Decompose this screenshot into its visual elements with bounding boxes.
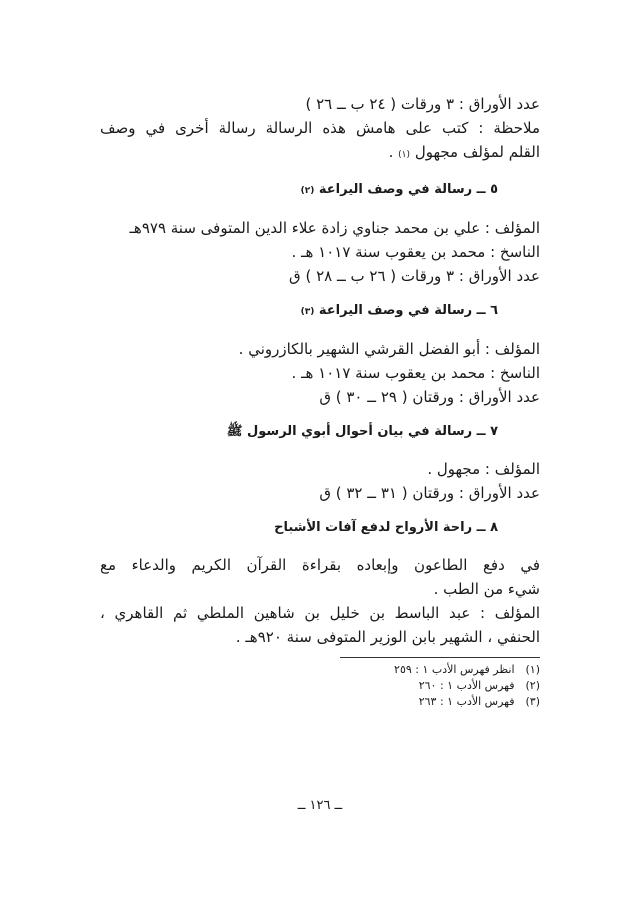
prev-note-line-1: ملاحظة : كتب على هامش هذه الرسالة رسالة أخرى في وصف (100, 119, 540, 137)
entry8-desc-1: في دفع الطاعون وإبعاده بقراءة القرآن الكريم والدعاء مع (100, 556, 540, 574)
footnote-text: انظر فهرس الأدب ١ : ٢٥٩ (394, 663, 515, 676)
entry6-copyist: الناسخ : محمد بن يعقوب سنة ١٠١٧ هـ . (291, 364, 540, 382)
footnote-ref-2: (٢) (300, 186, 315, 196)
footnote-num: (١) (525, 663, 540, 676)
entry5-heading (100, 179, 540, 202)
footnotes (340, 657, 540, 710)
prev-note-text: القلم لمؤلف مجهول (414, 143, 540, 161)
entry6-pages: عدد الأوراق : ورقتان ( ٢٩ ــ ٣٠ ) ق (319, 388, 540, 406)
entry6-heading-text: ٦ ــ رسالة في وصف اليراعة (318, 303, 498, 318)
footnote-text: فهرس الأدب ١ : ٢٦٠ (418, 679, 515, 692)
entry8-author-2: الحنفي ، الشهير بابن الوزير المتوفى سنة ٩٢٠هـ . (235, 628, 540, 646)
footnote-num: (٢) (525, 679, 540, 692)
page-number: ــ ١٢٦ ــ (297, 798, 343, 813)
footnote-text: فهرس الأدب ١ : ٢٦٣ (418, 695, 515, 708)
entry5-copyist: الناسخ : محمد بن يعقوب سنة ١٠١٧ هـ . (291, 243, 540, 261)
entry7-author: المؤلف : مجهول . (427, 460, 540, 478)
entry5-heading-text: ٥ ــ رسالة في وصف اليراعة (318, 182, 498, 197)
footnote-2 (340, 678, 540, 694)
footnote-ref-3: (٣) (300, 307, 315, 317)
prev-note-line-2 (100, 140, 540, 167)
entry6-heading (100, 300, 540, 323)
footnote-3 (340, 694, 540, 710)
entry5-author: المؤلف : علي بن محمد جناوي زادة علاء الدين المتوفى سنة ٩٧٩هـ (129, 219, 540, 237)
footnote-1 (340, 662, 540, 678)
footnote-ref-1: (١) (398, 150, 411, 160)
page-body (100, 92, 540, 710)
footnote-num: (٣) (525, 695, 540, 708)
entry6-author: المؤلف : أبو الفضل القرشي الشهير بالكازروني . (238, 340, 540, 358)
entry7-heading: ٧ ــ رسالة في بيان أحوال أبوي الرسول ﷺ (226, 424, 498, 439)
prev-note-end: . (388, 143, 394, 161)
prev-pages-line: عدد الأوراق : ٣ ورقات ( ٢٤ ب ــ ٢٦ ) (305, 95, 540, 113)
entry8-desc-2: شيء من الطب . (433, 580, 540, 598)
entry7-pages: عدد الأوراق : ورقتان ( ٣١ ــ ٣٢ ) ق (319, 484, 540, 502)
entry8-author-1: المؤلف : عبد الباسط بن خليل بن شاهين الملطي ثم القاهري ، (100, 604, 540, 622)
entry8-heading: ٨ ــ راحة الأرواح لدفع آفات الأشباح (274, 520, 498, 535)
entry5-pages: عدد الأوراق : ٣ ورقات ( ٢٦ ب ــ ٢٨ ) ق (289, 267, 540, 285)
